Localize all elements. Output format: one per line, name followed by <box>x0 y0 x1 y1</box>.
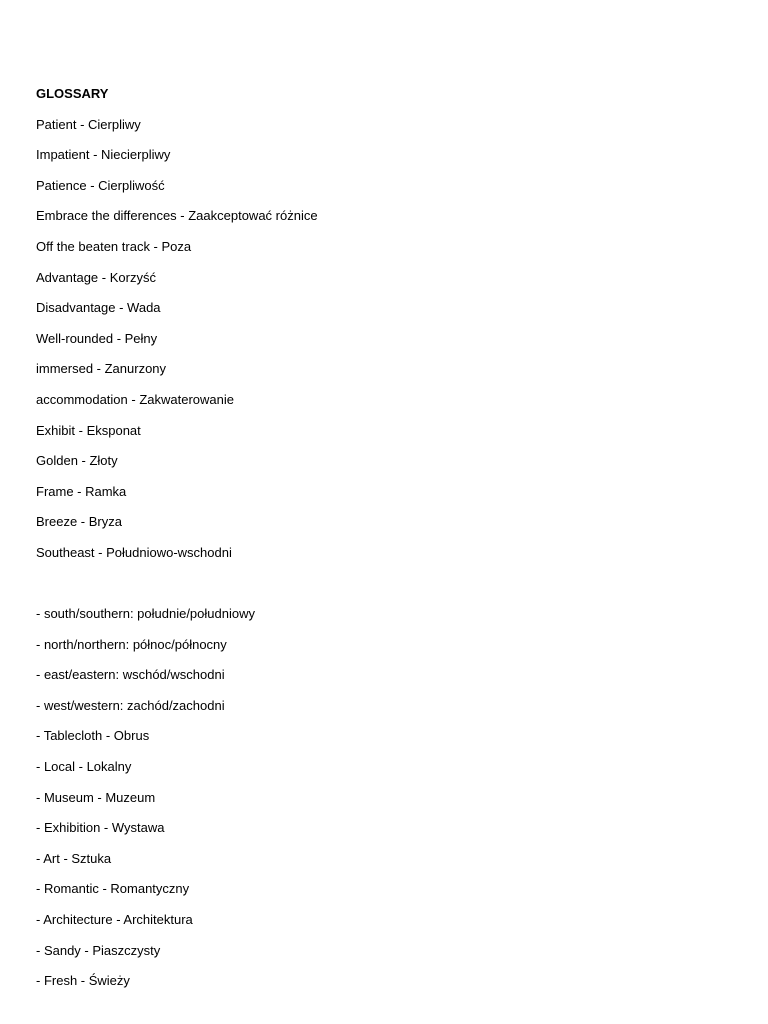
glossary-extra-entry: - west/western: zachód/zachodni <box>36 697 225 713</box>
glossary-extra-entry: - Exhibition - Wystawa <box>36 820 165 836</box>
glossary-extra-entry: - Architecture - Architektura <box>36 912 193 928</box>
glossary-entry: Breeze - Bryza <box>36 514 122 530</box>
glossary-entry: Patient - Cierpliwy <box>36 116 141 132</box>
glossary-entry: Disadvantage - Wada <box>36 300 161 316</box>
glossary-extra-entry: - Romantic - Romantyczny <box>36 881 190 897</box>
glossary-entry: Advantage - Korzyść <box>36 269 156 285</box>
glossary-entry: Impatient - Niecierpliwy <box>36 147 171 163</box>
glossary-entry: Patience - Cierpliwość <box>36 177 165 193</box>
glossary-extra-entry: - Museum - Muzeum <box>36 789 156 805</box>
blank-line <box>36 575 736 592</box>
glossary-extra-entry: - east/eastern: wschód/wschodni <box>36 667 225 683</box>
glossary-entry: Exhibit - Eksponat <box>36 422 141 438</box>
glossary-extra-entry: - Tablecloth - Obrus <box>36 728 150 744</box>
document-page <box>36 85 736 1003</box>
glossary-extra-entry: - Art - Sztuka <box>36 850 112 866</box>
glossary-entry: Frame - Ramka <box>36 483 127 499</box>
glossary-extra-entry: - Sandy - Piaszczysty <box>36 942 161 958</box>
glossary-entry: Embrace the differences - Zaakceptować różnice <box>36 208 318 224</box>
glossary-extra-entry: - south/southern: południe/południowy <box>36 606 255 622</box>
glossary-entry: Off the beaten track - Poza <box>36 238 192 254</box>
glossary-entry: Golden - Złoty <box>36 453 118 469</box>
glossary-entry: Southeast - Południowo-wschodni <box>36 544 232 560</box>
glossary-title: GLOSSARY <box>36 86 109 101</box>
glossary-entry: accommodation - Zakwaterowanie <box>36 391 234 407</box>
glossary-entry: immersed - Zanurzony <box>36 361 167 377</box>
glossary-extra-entry: - north/northern: północ/północny <box>36 636 227 652</box>
glossary-extra-entry: - Fresh - Świeży <box>36 973 130 989</box>
glossary-entry: Well-rounded - Pełny <box>36 330 158 346</box>
glossary-extra-entry: - Local - Lokalny <box>36 759 132 775</box>
